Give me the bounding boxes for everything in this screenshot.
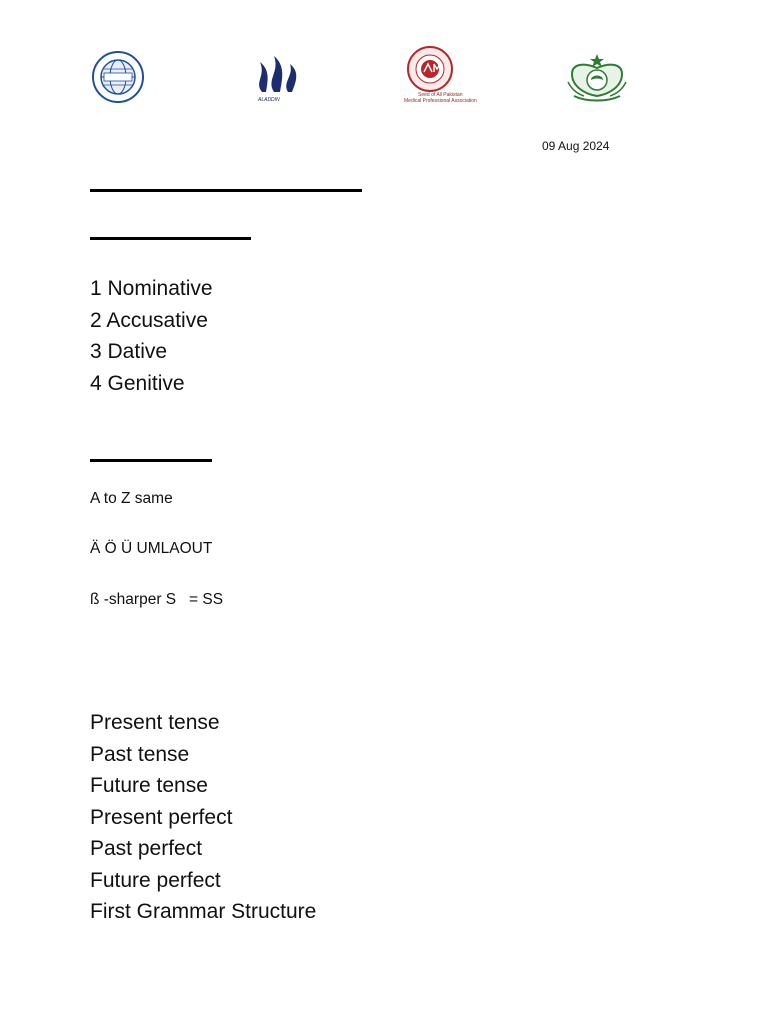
government-emblem-logo-icon	[564, 52, 630, 106]
case-item: 4 Genitive	[90, 371, 185, 395]
tense-item: Future tense	[90, 774, 208, 797]
flame-logo-text: ALADDIN	[258, 97, 280, 103]
case-item: 3 Dative	[90, 340, 168, 363]
government-emblem-logo	[564, 52, 630, 106]
heading-underline-2	[90, 237, 251, 240]
document-date: 09 Aug 2024	[542, 139, 610, 153]
alphabet-notes	[90, 490, 390, 620]
heading-underline-1	[90, 189, 362, 192]
case-item: 1 Nominative	[90, 277, 213, 300]
medical-association-logo	[400, 46, 477, 106]
alphabet-note: ß -sharper S = SS	[90, 591, 224, 608]
alphabet-note: Ä Ö Ü UMLAOUT	[90, 540, 213, 557]
globe-welfare-logo	[90, 50, 146, 104]
medical-logo-text: Seed of All Pakistan	[418, 92, 463, 98]
flame-logo	[252, 54, 302, 103]
tense-item: First Grammar Structure	[90, 900, 317, 923]
tense-item: Present tense	[90, 711, 220, 734]
tense-item: Past tense	[90, 742, 190, 766]
tense-item: Past perfect	[90, 837, 203, 860]
flame-logo-icon	[252, 54, 302, 98]
globe-welfare-logo-icon	[90, 50, 146, 104]
case-item: 2 Accusative	[90, 308, 208, 332]
heading-underline-3	[90, 459, 212, 462]
tenses-list	[90, 707, 316, 928]
medical-logo-subtext: Medical Professional Association	[404, 98, 477, 104]
tense-item: Present perfect	[90, 805, 233, 829]
medical-association-logo-icon	[404, 46, 456, 92]
cases-list	[90, 273, 213, 399]
tense-item: Future perfect	[90, 868, 221, 892]
alphabet-note: A to Z same	[90, 490, 173, 507]
